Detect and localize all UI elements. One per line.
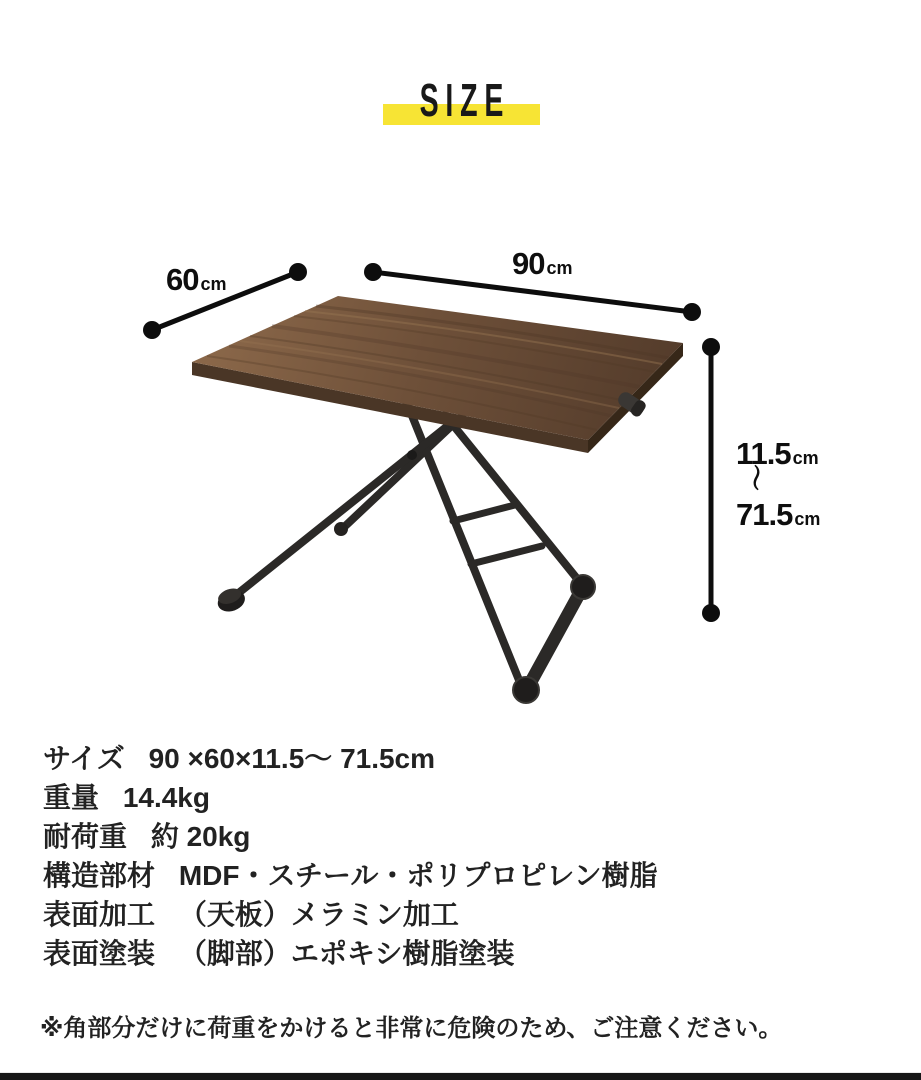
height-max-unit: cm	[794, 509, 821, 529]
spec-value: 14.4kg	[122, 782, 210, 813]
spec-list	[43, 739, 658, 973]
spec-label: 耐荷重	[43, 821, 128, 852]
height-min-unit: cm	[792, 448, 819, 468]
height-max-value: 71.5	[736, 497, 793, 532]
height-max-dimension-label	[736, 499, 820, 530]
spec-value: 90 ×60×11.5～ 71.5cm	[148, 743, 436, 774]
leg-cross-bolt	[407, 450, 417, 460]
leg-rung-upper	[453, 505, 515, 521]
depth-dimension-label	[166, 264, 227, 295]
spec-row-surface-finish	[43, 895, 658, 934]
spec-label: 重量	[43, 782, 100, 813]
next-section-strip	[0, 1072, 921, 1080]
page-title: SIZE	[419, 74, 511, 126]
spec-value: （天板）メラミン加工	[178, 899, 459, 930]
spec-row-weight	[43, 778, 658, 817]
width-unit: cm	[546, 258, 573, 278]
spec-value: MDF・スチール・ポリプロピレン樹脂	[178, 860, 658, 891]
spec-row-load-capacity	[43, 817, 658, 856]
foot-cap-front-right	[513, 677, 539, 703]
spec-value: （脚部）エポキシ樹脂塗装	[178, 938, 515, 969]
depth-value: 60	[166, 262, 199, 297]
spec-label: 表面塗装	[43, 938, 156, 969]
spec-label: 構造部材	[43, 860, 156, 891]
spec-label: 表面加工	[43, 899, 156, 930]
height-min-value: 11.5	[736, 436, 791, 471]
foot-cap-back-right	[571, 575, 595, 599]
spec-row-size	[43, 739, 658, 778]
leg-rung-lower	[471, 546, 542, 564]
foot-bar-right	[527, 587, 583, 689]
spec-row-surface-coating	[43, 934, 658, 973]
foot-nub-back-left	[334, 522, 348, 536]
depth-unit: cm	[200, 274, 227, 294]
spec-label: サイズ	[43, 743, 125, 774]
width-dimension-label	[512, 248, 573, 279]
height-range-tilde: ～	[740, 464, 770, 491]
width-value: 90	[512, 246, 545, 281]
caution-footnote: ※角部分だけに荷重をかけると非常に危険のため、ご注意ください。	[40, 1015, 783, 1042]
spec-value: 約 20kg	[150, 821, 251, 852]
spec-row-materials	[43, 856, 658, 895]
